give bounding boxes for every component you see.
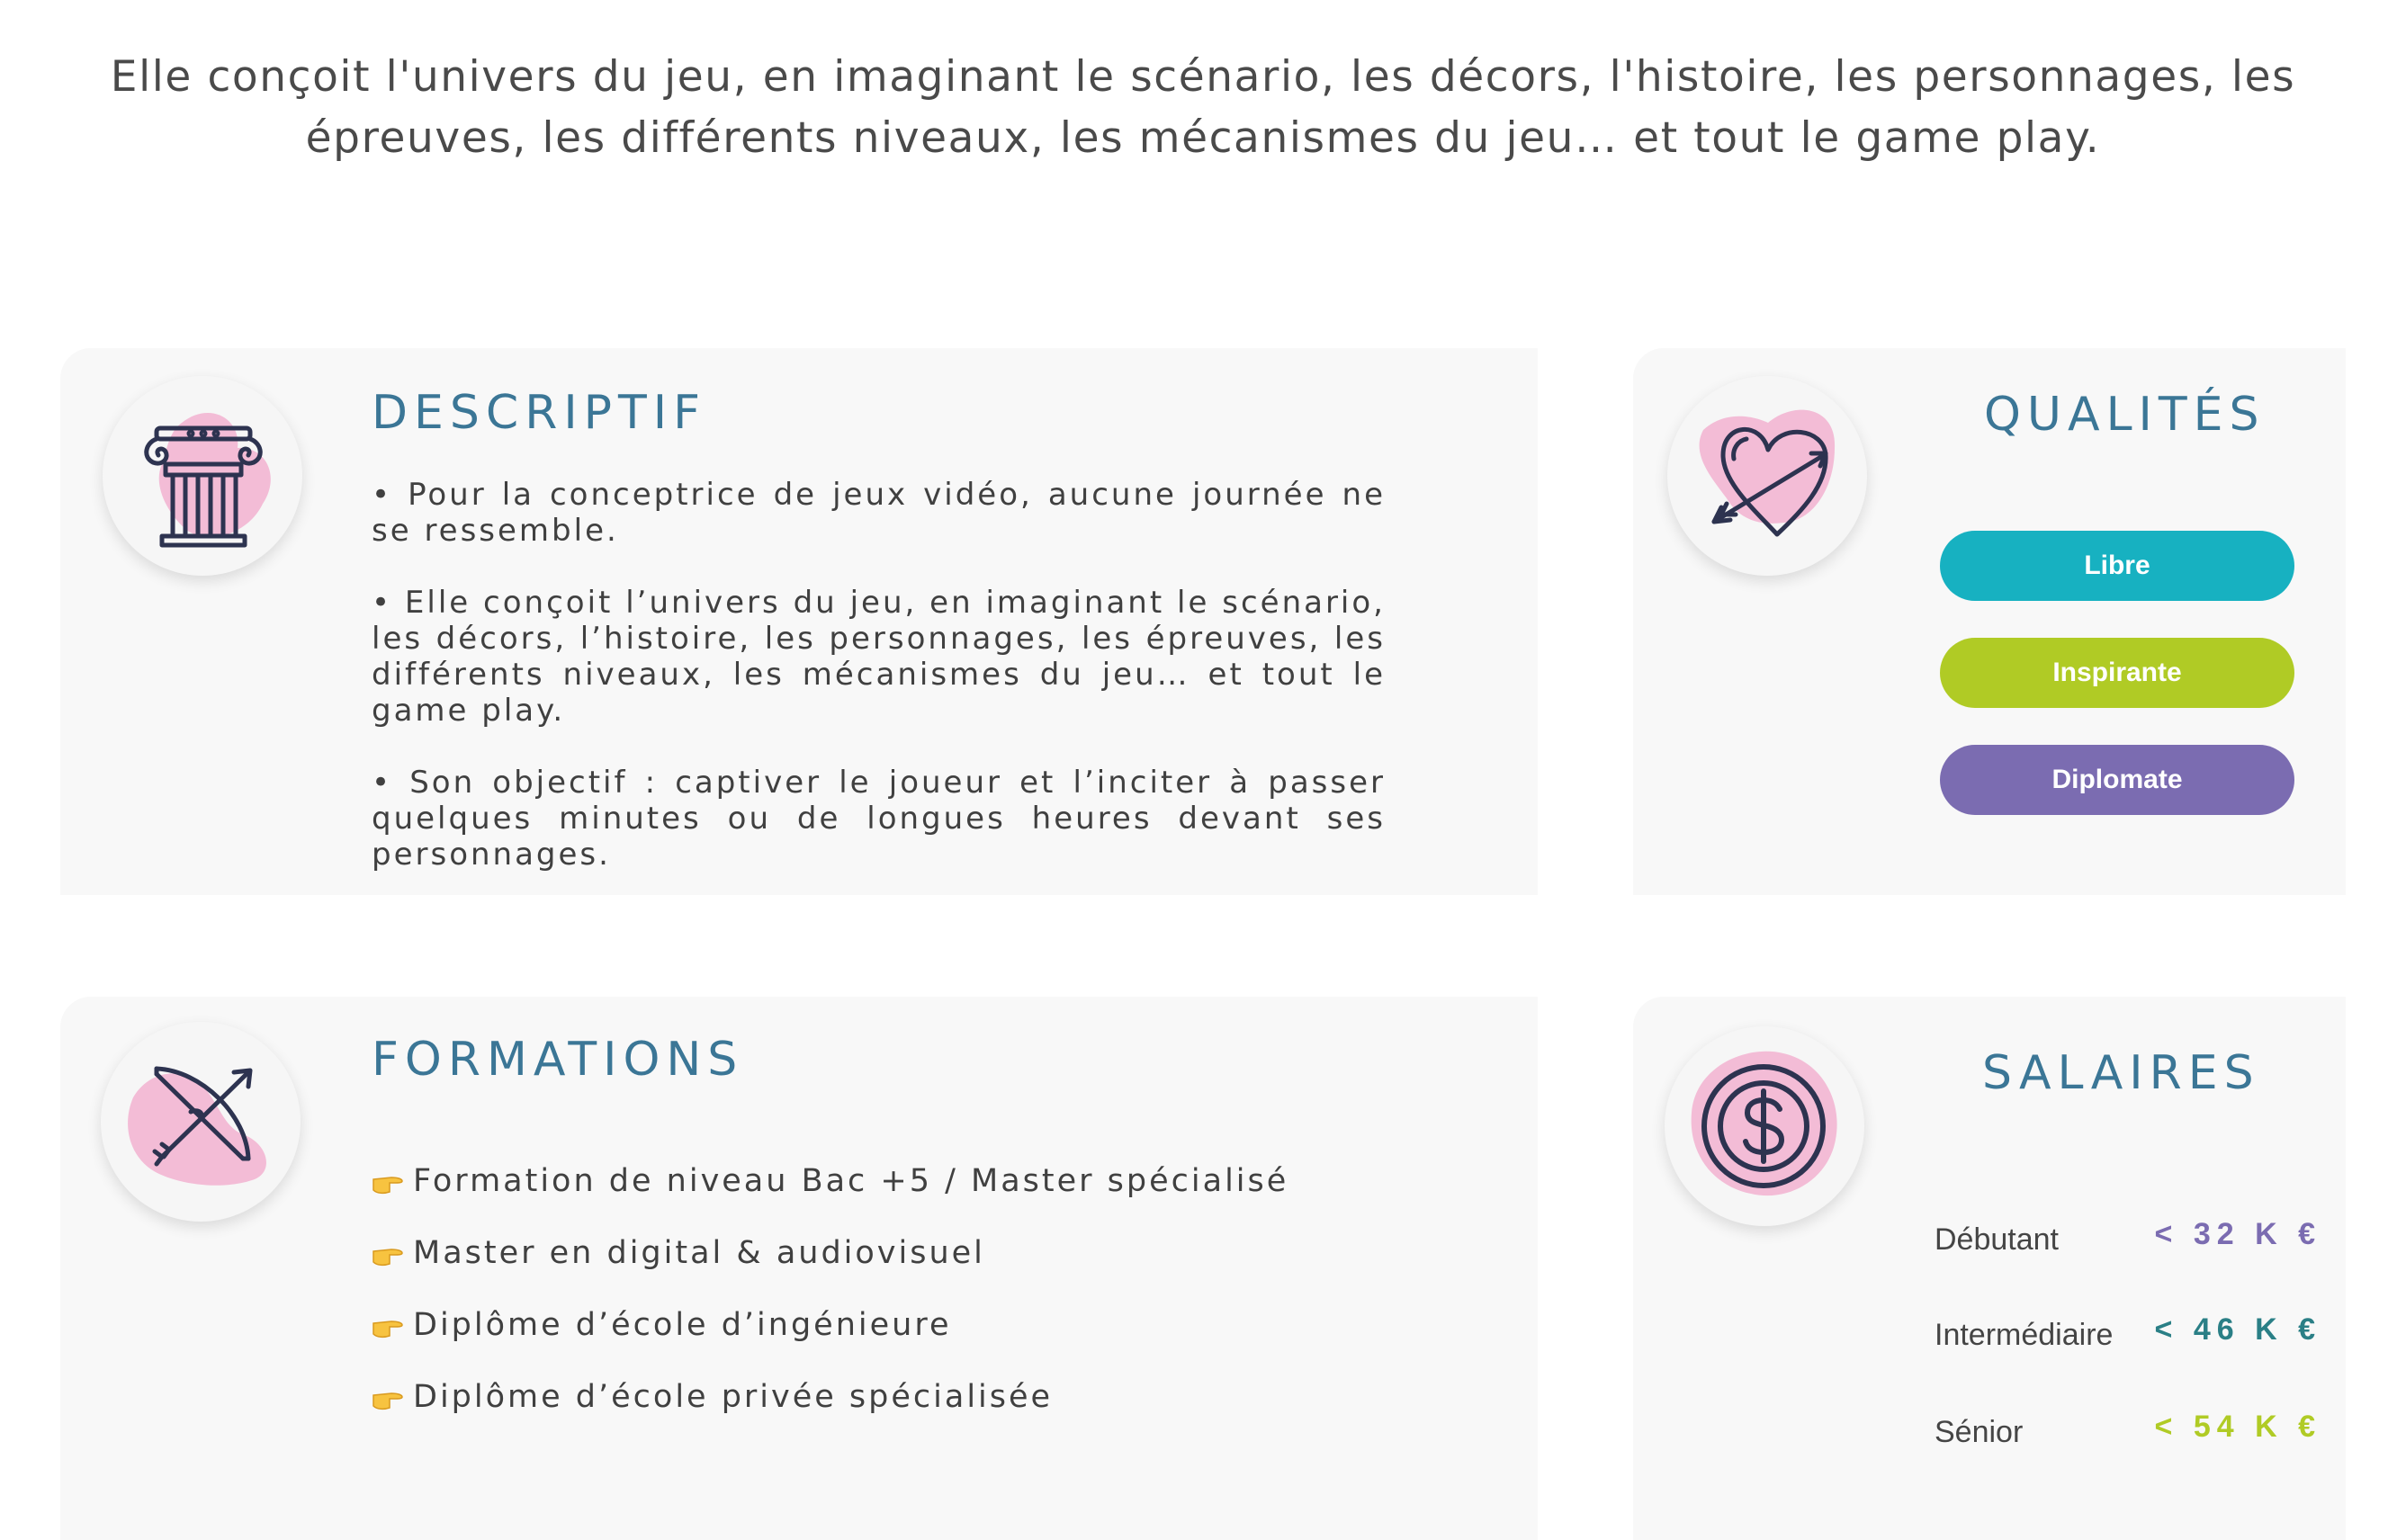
bow-arrow-icon xyxy=(101,1022,301,1222)
list-item xyxy=(372,1163,1451,1235)
pointing-hand-icon xyxy=(372,1240,404,1267)
formation-label: Master en digital & audiovisuel xyxy=(413,1235,985,1271)
descriptif-badge xyxy=(103,376,302,576)
salary-row-debutant xyxy=(1935,1217,2321,1262)
qualites-title: QUALITÉS xyxy=(1984,388,2266,442)
salary-value: < 46 K € xyxy=(2154,1312,2321,1347)
formations-title: FORMATIONS xyxy=(372,1033,744,1087)
list-item xyxy=(372,1235,1451,1307)
descriptif-paragraph: • Pour la conceptrice de jeux vidéo, aucune journée ne se ressemble. xyxy=(372,477,1386,549)
salary-value: < 54 K € xyxy=(2154,1410,2321,1444)
descriptif-paragraph: • Son objectif : captiver le joueur et l’inciter à passer quelques minutes ou de longues heures devant ses personnages. xyxy=(372,765,1386,873)
qualites-card xyxy=(1633,348,2346,895)
formations-list xyxy=(372,1163,1451,1451)
formation-label: Formation de niveau Bac +5 / Master spécialisé xyxy=(413,1163,1289,1199)
quality-tag-inspirante: Inspirante xyxy=(1940,638,2294,708)
quality-tag-diplomate: Diplomate xyxy=(1940,745,2294,815)
quality-tag-libre: Libre xyxy=(1940,531,2294,601)
descriptif-paragraph: • Elle conçoit l’univers du jeu, en imaginant le scénario, les décors, l’histoire, les personnages, les épreuves, les différents niveaux, les mécanismes du jeu… et tout le game play. xyxy=(372,585,1386,729)
salaires-card xyxy=(1633,997,2346,1540)
dollar-coin-icon xyxy=(1665,1026,1864,1226)
salaires-title: SALAIRES xyxy=(1982,1046,2260,1100)
intro-text: Elle conçoit l'univers du jeu, en imaginant le scénario, les décors, l'histoire, les personnages, les épreuves, les différents niveaux, les mécanismes du jeu… et tout le game play. xyxy=(110,52,2296,163)
formation-label: Diplôme d’école privée spécialisée xyxy=(413,1379,1054,1415)
salary-level-label: Débutant xyxy=(1935,1222,2059,1257)
salaires-badge xyxy=(1665,1026,1864,1226)
descriptif-title: DESCRIPTIF xyxy=(372,386,707,440)
list-item xyxy=(372,1307,1451,1379)
pointing-hand-icon xyxy=(372,1168,404,1195)
salary-row-intermediaire xyxy=(1935,1312,2321,1357)
qualites-badge xyxy=(1667,376,1867,576)
formation-label: Diplôme d’école d’ingénieure xyxy=(413,1307,952,1343)
salary-level-label: Intermédiaire xyxy=(1935,1318,2114,1352)
pointing-hand-icon xyxy=(372,1312,404,1339)
descriptif-text xyxy=(372,477,1386,909)
salary-row-senior xyxy=(1935,1410,2321,1455)
salary-value: < 32 K € xyxy=(2154,1217,2321,1251)
pointing-hand-icon xyxy=(372,1384,404,1411)
descriptif-card xyxy=(60,348,1538,895)
salary-level-label: Sénior xyxy=(1935,1415,2024,1449)
column-icon xyxy=(103,376,302,576)
formations-card xyxy=(60,997,1538,1540)
list-item xyxy=(372,1379,1451,1451)
formations-badge xyxy=(101,1022,301,1222)
heart-arrow-icon xyxy=(1667,376,1867,576)
